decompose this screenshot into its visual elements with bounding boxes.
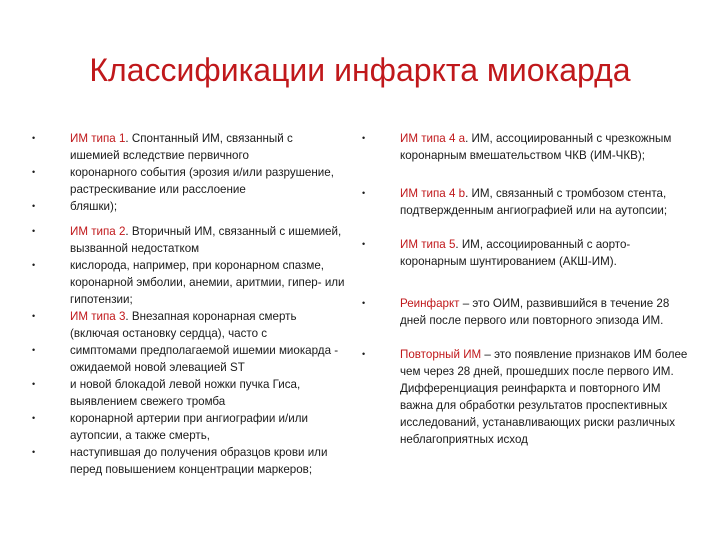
- item-text: – это ОИМ, развившийся в течение 28 дней после первого или повторного эпизода ИМ.: [400, 297, 670, 327]
- term-label: ИМ типа 2: [70, 225, 126, 238]
- item-text: . Вторичный ИМ, связанный с ишемией, вызванной недостатком: [70, 225, 342, 255]
- term-label: ИМ типа 5: [400, 238, 456, 251]
- term-label: ИМ типа 1: [70, 132, 126, 145]
- item-text: коронарного события (эрозия и/или разрушение, растрескивание или расслоение: [70, 166, 334, 196]
- list-item: [362, 185, 690, 219]
- list-item: [32, 342, 345, 376]
- bullet-icon: •: [32, 345, 36, 355]
- bullet-icon: •: [362, 133, 366, 143]
- bullet-icon: •: [362, 298, 366, 308]
- bullet-icon: •: [32, 260, 36, 270]
- bullet-icon: •: [32, 133, 36, 143]
- term-label: Реинфаркт: [400, 297, 460, 310]
- item-text: кислорода, например, при коронарном спазме, коронарной эмболии, анемии, аритмии, гипер- или гипотензии;: [70, 259, 345, 306]
- bullet-icon: •: [362, 188, 366, 198]
- bullet-icon: •: [32, 201, 36, 211]
- bullet-icon: •: [32, 167, 36, 177]
- list-item: [362, 236, 690, 270]
- item-text: и новой блокадой левой ножки пучка Гиса, выявлением свежего тромба: [70, 378, 301, 408]
- term-label: ИМ типа 4 b: [400, 187, 466, 200]
- term-label: Повторный ИМ: [400, 348, 482, 361]
- bullet-icon: •: [32, 413, 36, 423]
- list-item: [32, 164, 345, 198]
- list-item: [362, 346, 690, 448]
- list-item: [32, 308, 345, 342]
- term-label: ИМ типа 4 a: [400, 132, 466, 145]
- list-item: [32, 198, 345, 215]
- list-item: [32, 444, 345, 478]
- list-item: [32, 410, 345, 444]
- list-item: [362, 295, 690, 329]
- list-item: [32, 257, 345, 308]
- bullet-icon: •: [32, 311, 36, 321]
- bullet-icon: •: [32, 226, 36, 236]
- item-text: . Спонтанный ИМ, связанный с ишемией вследствие первичного: [70, 132, 293, 162]
- list-item: [32, 223, 345, 257]
- slide-title: Классификации инфаркта миокарда: [89, 52, 631, 88]
- item-text: . ИМ, ассоциированный с аорто-коронарным шунтированием (АКШ-ИМ).: [400, 238, 631, 268]
- bullet-icon: •: [362, 239, 366, 249]
- list-item: [32, 130, 345, 164]
- item-text: . ИМ, ассоциированный с чрезкожным коронарным вмешательством ЧКВ (ИМ-ЧКВ);: [400, 132, 672, 162]
- item-text: – это появление признаков ИМ более чем через 28 дней, прошедших после первого ИМ. Дифференциация реинфаркта и повторного ИМ важна для обработки результатов проспективных исследований, устанавливающих риски различных неблагоприятных исход: [400, 348, 688, 446]
- bullet-icon: •: [362, 349, 366, 359]
- bullet-icon: •: [32, 379, 36, 389]
- list-item: [32, 376, 345, 410]
- item-text: наступившая до получения образцов крови или перед повышением концентрации маркеров;: [70, 446, 328, 476]
- item-text: симптомами предполагаемой ишемии миокарда - ожидаемой новой элевацией ST: [70, 344, 339, 374]
- item-text: . Внезапная коронарная смерть (включая остановку сердца), часто с: [70, 310, 297, 340]
- item-text: коронарной артерии при ангиографии и/или аутопсии, а также смерть,: [70, 412, 308, 442]
- item-text: . ИМ, связанный с тромбозом стента, подтвержденным ангиографией или на аутопсии;: [400, 187, 668, 217]
- item-text: бляшки);: [70, 200, 118, 213]
- list-item: [362, 130, 690, 164]
- bullet-icon: •: [32, 447, 36, 457]
- term-label: ИМ типа 3: [70, 310, 126, 323]
